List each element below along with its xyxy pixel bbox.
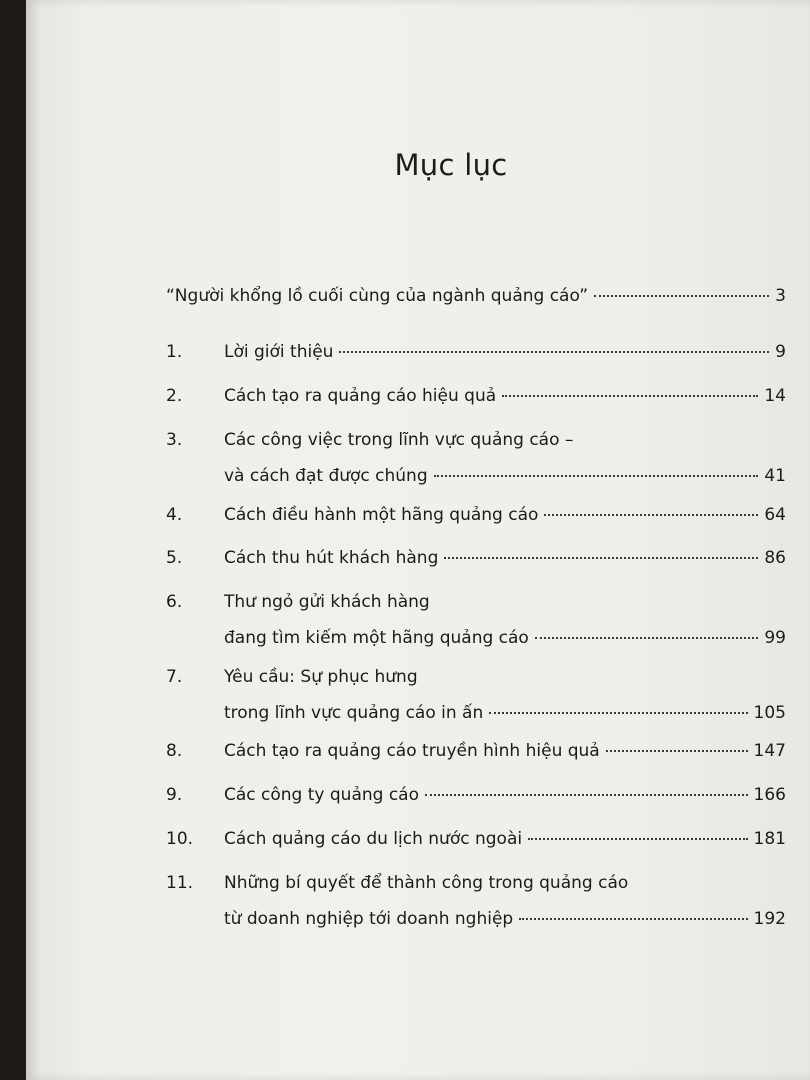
- toc-entry-title: Cách thu hút khách hàng: [224, 548, 439, 568]
- toc-entry-page: 181: [753, 829, 786, 849]
- table-of-contents: [166, 0, 796, 1000]
- toc-entry-number: 6.: [166, 592, 183, 612]
- toc-entry-page: 147: [753, 741, 786, 761]
- toc-entry-number: 5.: [166, 548, 183, 568]
- leader-dots: [502, 395, 758, 397]
- leader-dots: [519, 918, 747, 920]
- toc-entry-number: 4.: [166, 505, 183, 525]
- toc-entry-title: trong lĩnh vực quảng cáo in ấn: [224, 703, 484, 723]
- toc-entry-page: 166: [753, 785, 786, 805]
- leader-dots: [535, 637, 759, 639]
- leader-dots: [489, 712, 747, 714]
- leader-dots: [594, 295, 769, 297]
- toc-entry-number: 2.: [166, 386, 183, 406]
- toc-entry-page: 41: [764, 466, 786, 486]
- toc-entry-title: Cách tạo ra quảng cáo truyền hình hiệu quả: [224, 741, 600, 761]
- page-title: Mục lục: [394, 148, 508, 182]
- toc-entry-page: 64: [764, 505, 786, 525]
- leader-dots: [528, 838, 747, 840]
- toc-entry-number: 9.: [166, 785, 183, 805]
- toc-entry-number: 1.: [166, 342, 183, 362]
- toc-entry-title: Cách tạo ra quảng cáo hiệu quả: [224, 386, 497, 406]
- toc-entry-title: Các công ty quảng cáo: [224, 785, 420, 805]
- leader-dots: [444, 557, 758, 559]
- toc-entry-page: 192: [753, 909, 786, 929]
- toc-intro: [166, 286, 786, 312]
- toc-entry-number: 7.: [166, 667, 183, 687]
- toc-entry-title: Lời giới thiệu: [224, 342, 334, 362]
- toc-entry-title: và cách đạt được chúng: [224, 466, 428, 486]
- toc-entry-page: 99: [764, 628, 786, 648]
- leader-dots: [606, 750, 748, 752]
- toc-entry-title: Yêu cầu: Sự phục hưng: [224, 667, 418, 687]
- toc-entry-number: 3.: [166, 430, 183, 450]
- toc-entry-title: Các công việc trong lĩnh vực quảng cáo –: [224, 430, 574, 450]
- toc-entry-title: Những bí quyết để thành công trong quảng cáo: [224, 873, 629, 893]
- toc-entry-title: Cách điều hành một hãng quảng cáo: [224, 505, 539, 525]
- leader-dots: [544, 514, 758, 516]
- leader-dots: [434, 475, 759, 477]
- book-page: [26, 0, 810, 1080]
- toc-intro-page: 3: [775, 286, 786, 306]
- toc-entry-title: Thư ngỏ gửi khách hàng: [224, 592, 430, 612]
- toc-entry-number: 11.: [166, 873, 194, 893]
- toc-entry-title: Cách quảng cáo du lịch nước ngoài: [224, 829, 523, 849]
- toc-entry-page: 14: [764, 386, 786, 406]
- toc-entry-page: 105: [753, 703, 786, 723]
- toc-entry-page: 86: [764, 548, 786, 568]
- toc-entry-title: từ doanh nghiệp tới doanh nghiệp: [224, 909, 514, 929]
- toc-entry-page: 9: [775, 342, 786, 362]
- toc-entry-title: đang tìm kiếm một hãng quảng cáo: [224, 628, 529, 648]
- leader-dots: [339, 351, 769, 353]
- leader-dots: [425, 794, 748, 796]
- toc-entry-number: 8.: [166, 741, 183, 761]
- toc-intro-text: “Người khổng lồ cuối cùng của ngành quảng cáo”: [166, 286, 589, 306]
- toc-entry-number: 10.: [166, 829, 194, 849]
